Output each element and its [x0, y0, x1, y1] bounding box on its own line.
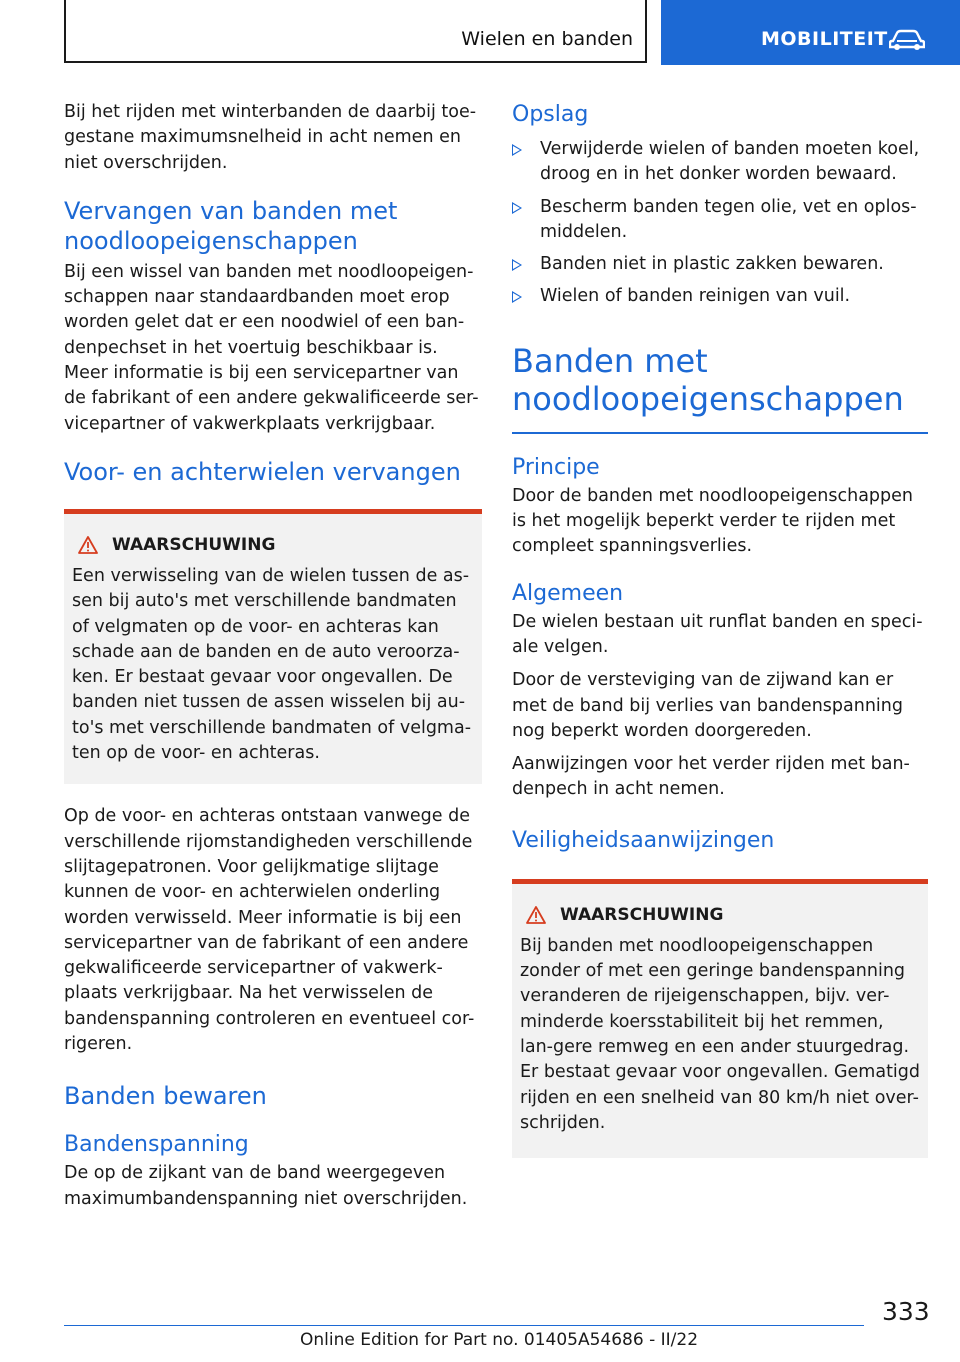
heading-veiligheid: Veiligheidsaanwijzingen — [512, 827, 775, 853]
bullet-icon — [512, 291, 522, 303]
paragraph-algemeen-3: Aanwijzingen voor het verder rijden met ban-denpech in acht nemen. — [512, 754, 910, 800]
heading-rule — [512, 432, 928, 434]
paragraph-principe: Door de banden met noodloopeigenschappen is het mogelijk beperkt verder te rijden met compleet spanningsverlies. — [512, 485, 913, 557]
page-number: 333 — [882, 1297, 930, 1326]
list-item: Banden niet in plastic zakken bewaren. — [512, 252, 928, 277]
warning-title — [520, 904, 920, 926]
warning-label: WAARSCHUWING — [560, 904, 724, 925]
warning-icon — [78, 536, 98, 554]
chapter-title: MOBILITEIT — [761, 28, 888, 50]
intro-paragraph: Bij het rijden met winterbanden de daarbij toe-gestane maximumsnelheid in acht nemen en niet overschrijden. — [64, 102, 477, 173]
heading-bewaren: Banden bewaren — [64, 1082, 267, 1111]
warning-box — [512, 879, 928, 1158]
paragraph-algemeen-2: Door de versteviging van de zijwand kan er met de band bij verlies van bandenspanning nog beperkt worden doorgereden. — [512, 670, 903, 741]
section-title: Wielen en banden — [461, 28, 633, 50]
chapter-tab — [661, 0, 960, 65]
bullet-icon — [512, 144, 522, 156]
section-tab — [64, 0, 647, 63]
list-item: Verwijderde wielen of banden moeten koel, droog en in het donker worden bewaard. — [512, 137, 928, 188]
opslag-list — [512, 137, 928, 310]
left-column — [64, 100, 482, 1212]
heading-algemeen: Algemeen — [512, 580, 624, 606]
warning-box — [64, 509, 482, 784]
heading-principe: Principe — [512, 454, 600, 480]
heading-voor-achter: Voor- en achterwielen vervangen — [64, 457, 461, 486]
warning-text: Bij banden met noodloopeigenschappen zonder of met een geringe bandenspanning veranderen de rijeigenschappen, bijv. ver-minderde koersstabiliteit bij het remmen, lan-gere remweg en een ander stuurgedrag. Er bestaat gevaar voor ongevallen. Gematigd rijden en een snelheid van 80 km/h niet over-schrijden. — [520, 935, 921, 1133]
edition-note: Online Edition for Part no. 01405A54686 - II/22 — [300, 1330, 699, 1350]
right-column — [512, 101, 928, 1158]
warning-icon — [526, 906, 546, 924]
footer-rule — [64, 1325, 864, 1326]
heading-main: Banden met noodloopeigenschappen — [512, 341, 904, 418]
heading-bandenspanning: Bandenspanning — [64, 1132, 249, 1158]
warning-title — [72, 534, 474, 556]
list-item: Wielen of banden reinigen van vuil. — [512, 284, 928, 309]
car-icon — [889, 29, 925, 51]
warning-label: WAARSCHUWING — [112, 534, 276, 555]
bullet-icon — [512, 202, 522, 214]
bullet-icon — [512, 259, 522, 271]
warning-text: Een verwisseling van de wielen tussen de as-sen bij auto's met verschillende bandmaten of velgmaten op de voor- en achteras kan schade aan de banden en de auto veroorza-ken. Er bestaat gevaar voor ongevallen. De banden niet tussen de assen wisselen bij au-to's met verschillende bandmaten of velgma-ten op de voor- en achteras. — [72, 565, 472, 764]
heading-vervangen: Vervangen van banden met noodloopeigenschappen — [64, 196, 398, 255]
heading-opslag: Opslag — [512, 102, 589, 127]
paragraph-algemeen-1: De wielen bestaan uit runflat banden en speci-ale velgen. — [512, 611, 923, 657]
paragraph-slijtage: Op de voor- en achteras ontstaan vanwege de verschillende rijomstandigheden verschillende slijtagepatronen. Voor gelijkmatige slijtage kunnen de voor- en achterwielen onderling worden verwisseld. Meer informatie is bij een servicepartner van de fabrikant of een andere gekwalificeerde servicepartner of vakwerk-plaats verkrijgbaar. Na het verwisselen de bandenspanning controleren en eventueel cor-rigeren. — [64, 806, 475, 1055]
paragraph-bandenspanning: De op de zijkant van de band weergegeven maximumbandenspanning niet overschrijden. — [64, 1163, 468, 1209]
paragraph-vervangen: Bij een wissel van banden met noodloopeigen-schappen naar standaardbanden moet erop worden gelet dat er een noodwiel of een ban-denpechset in het voertuig beschikbaar is. Meer informatie is bij een servicepartner van de fabrikant of een andere gekwalificeerde ser-vicepartner of vakwerkplaats verkrijgbaar. — [64, 261, 479, 434]
list-item: Bescherm banden tegen olie, vet en oplos-middelen. — [512, 195, 928, 246]
